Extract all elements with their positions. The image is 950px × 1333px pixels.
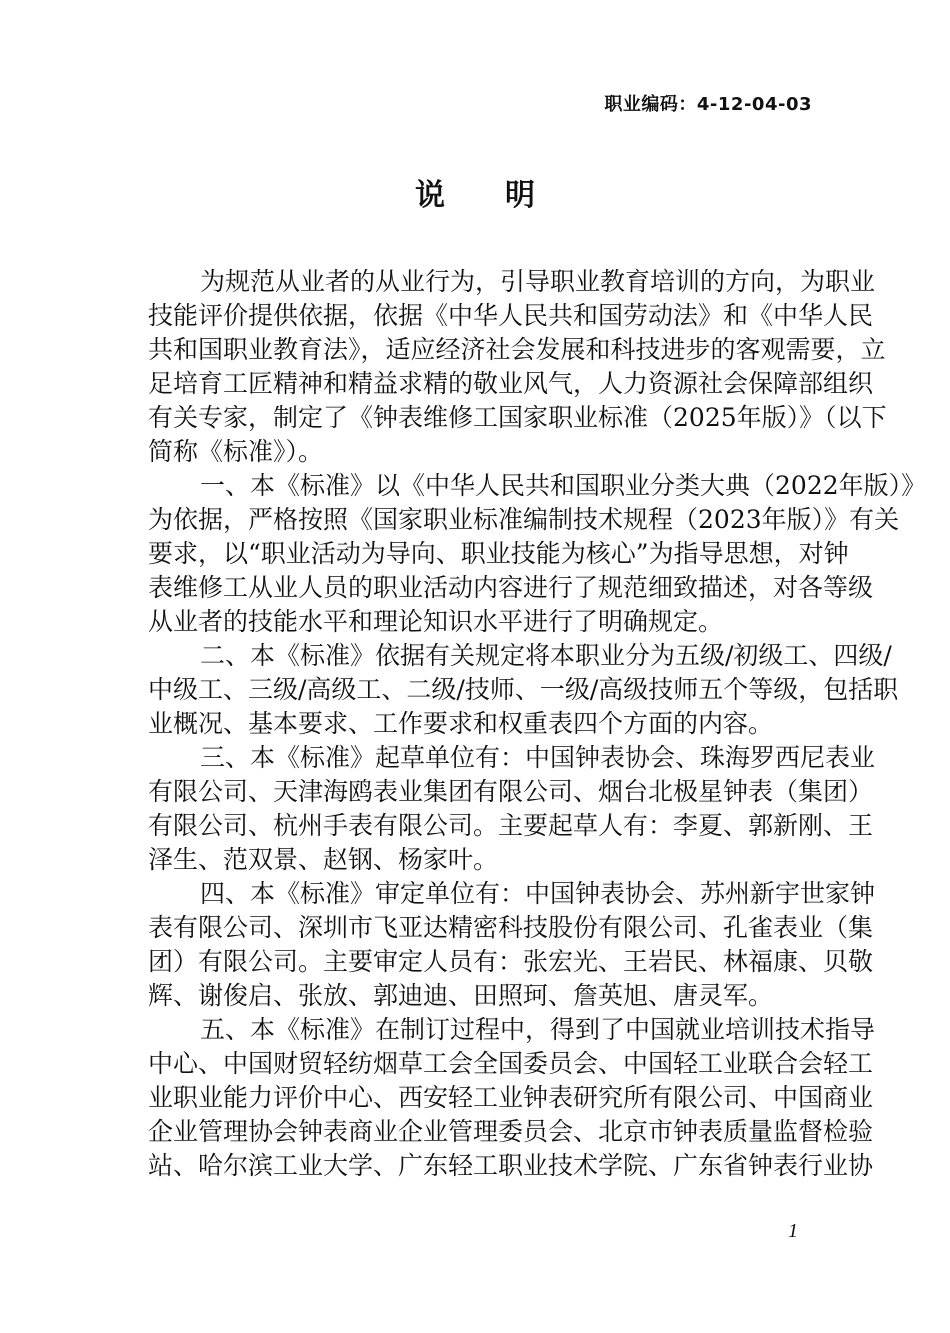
document-body xyxy=(148,265,927,1183)
paragraph xyxy=(148,469,927,639)
text-line: 业概况、基本要求、工作要求和权重表四个方面的内容。 xyxy=(148,709,774,738)
text-line: 站、哈尔滨工业大学、广东轻工职业技术学院、广东省钟表行业协 xyxy=(148,1151,874,1180)
text-line: 为依据，严格按照《国家职业标准编制技术规程（2023年版）》有关 xyxy=(148,505,900,534)
occupation-code: 职业编码：4-12-04-03 xyxy=(604,94,812,115)
text-line: 简称《标准》）。 xyxy=(148,437,324,466)
text-line: 中心、中国财贸轻纺烟草工会全国委员会、中国轻工业联合会轻工 xyxy=(148,1049,874,1078)
text-line: 共和国职业教育法》，适应经济社会发展和科技进步的客观需要，立 xyxy=(148,335,886,364)
paragraph xyxy=(148,639,899,741)
text-line: 五、本《标准》在制订过程中，得到了中国就业培训技术指导 xyxy=(200,1015,876,1044)
title-char: 说 xyxy=(415,178,445,213)
text-line: 辉、谢俊启、张放、郭迪迪、田照珂、詹英旭、唐灵军。 xyxy=(148,981,774,1010)
text-line: 一、本《标准》以《中华人民共和国职业分类大典（2022年版）》 xyxy=(200,471,927,500)
text-line: 泽生、范双景、赵钢、杨家叶。 xyxy=(148,845,499,874)
text-line: 中级工、三级/高级工、二级/技师、一级/高级技师五个等级，包括职 xyxy=(148,675,899,704)
text-line: 为规范从业者的从业行为，引导职业教育培训的方向，为职业 xyxy=(200,267,876,296)
title-char: 明 xyxy=(505,178,535,213)
text-line: 二、本《标准》依据有关规定将本职业分为五级/初级工、四级/ xyxy=(200,641,892,670)
page-number: 1 xyxy=(788,1220,798,1242)
text-line: 有限公司、天津海鸥表业集团有限公司、烟台北极星钟表（集团） xyxy=(148,777,874,806)
paragraph xyxy=(148,741,876,877)
text-line: 业职业能力评价中心、西安轻工业钟表研究所有限公司、中国商业 xyxy=(148,1083,874,1112)
text-line: 从业者的技能水平和理论知识水平进行了明确规定。 xyxy=(148,607,724,636)
text-line: 企业管理协会钟表商业企业管理委员会、北京市钟表质量监督检验 xyxy=(148,1117,874,1146)
text-line: 团）有限公司。主要审定人员有：张宏光、王岩民、林福康、贝敬 xyxy=(148,947,874,976)
text-line: 有关专家，制定了《钟表维修工国家职业标准（2025年版）》（以下 xyxy=(148,403,887,432)
text-line: 技能评价提供依据，依据《中华人民共和国劳动法》和《中华人民 xyxy=(148,301,874,330)
text-line: 三、本《标准》起草单位有：中国钟表协会、珠海罗西尼表业 xyxy=(200,743,876,772)
text-line: 四、本《标准》审定单位有：中国钟表协会、苏州新宇世家钟 xyxy=(200,879,876,908)
text-line: 表维修工从业人员的职业活动内容进行了规范细致描述，对各等级 xyxy=(148,573,874,602)
page-title xyxy=(0,170,950,214)
paragraph xyxy=(148,1013,876,1183)
paragraph xyxy=(148,877,876,1013)
text-line: 有限公司、杭州手表有限公司。主要起草人有：李夏、郭新刚、王 xyxy=(148,811,874,840)
text-line: 要求，以“职业活动为导向、职业技能为核心”为指导思想，对钟 xyxy=(148,539,849,568)
paragraph xyxy=(148,265,887,469)
text-line: 足培育工匠精神和精益求精的敬业风气，人力资源社会保障部组织 xyxy=(148,369,874,398)
text-line: 表有限公司、深圳市飞亚达精密科技股份有限公司、孔雀表业（集 xyxy=(148,913,874,942)
